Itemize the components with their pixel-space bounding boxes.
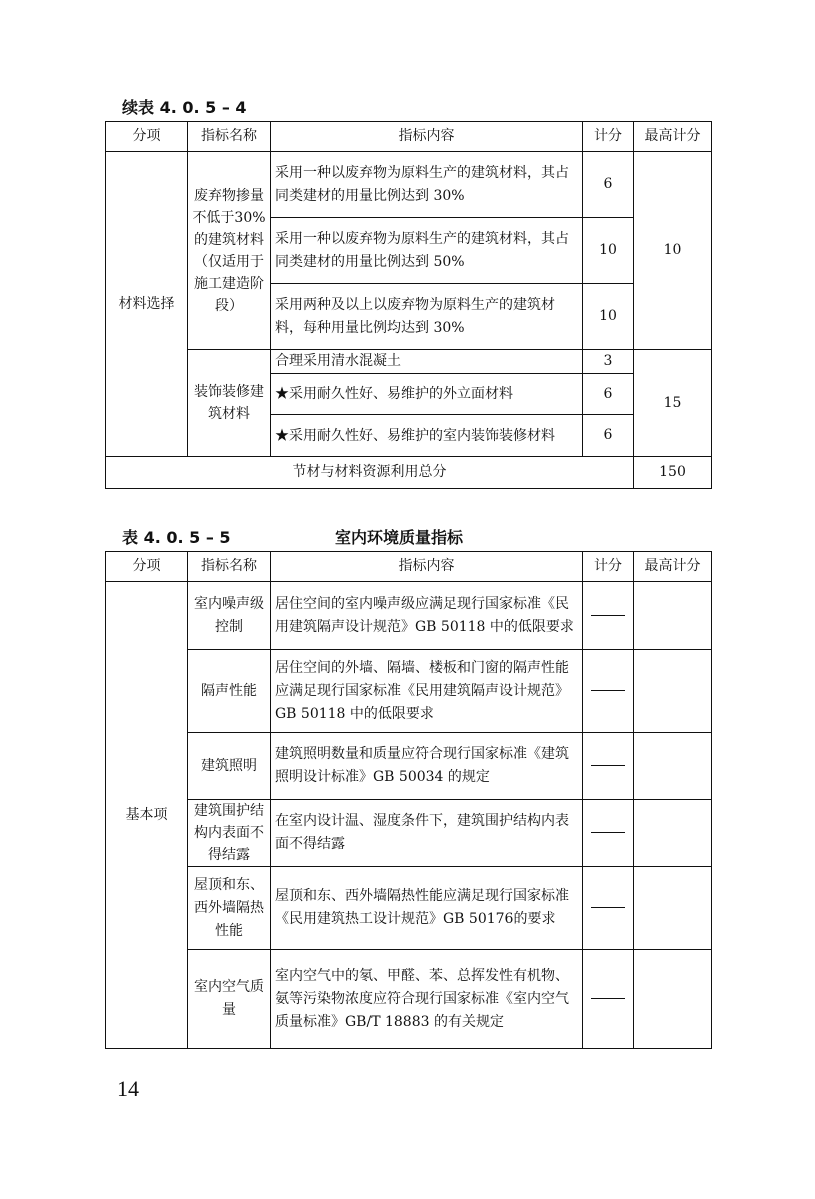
header-indicator-content: 指标内容 — [271, 122, 583, 152]
table-row — [106, 867, 712, 950]
table-4-0-5-5 — [105, 551, 712, 1049]
table-row — [106, 582, 712, 650]
indicator-content-cell: 居住空间的室内噪声级应满足现行国家标准《民用建筑隔声设计规范》GB 50118 中的低限要求 — [271, 582, 583, 650]
table-row — [106, 350, 712, 374]
score-cell: 10 — [583, 284, 634, 350]
score-cell: 6 — [583, 152, 634, 218]
indicator-content-cell: 室内空气中的氡、甲醛、苯、总挥发性有机物、氨等污染物浓度应符合现行国家标准《室内空气质量标准》GB/T 18883 的有关规定 — [271, 950, 583, 1049]
header-max-score: 最高计分 — [634, 122, 712, 152]
header-max-score: 最高计分 — [634, 552, 712, 582]
header-indicator-name: 指标名称 — [188, 122, 271, 152]
indicator-content-cell: 合理采用清水混凝土 — [271, 350, 583, 374]
table-header-row — [106, 552, 712, 582]
indicator-content-cell: ★采用耐久性好、易维护的室内装饰装修材料 — [271, 415, 583, 457]
indicator-name-cell: 建筑围护结构内表面不得结露 — [188, 800, 271, 867]
max-score-cell — [634, 650, 712, 733]
max-score-cell: 15 — [634, 350, 712, 457]
score-cell — [583, 950, 634, 1049]
max-score-cell — [634, 800, 712, 867]
score-cell — [583, 867, 634, 950]
score-cell — [583, 733, 634, 800]
table-row — [106, 950, 712, 1049]
total-label: 节材与材料资源利用总分 — [106, 457, 634, 489]
score-cell — [583, 582, 634, 650]
table2-caption-number: 表 4. 0. 5 – 5 — [122, 528, 231, 547]
table-4-0-5-4 — [105, 121, 712, 489]
category-cell: 基本项 — [106, 582, 188, 1049]
max-score-cell — [634, 733, 712, 800]
indicator-content-cell: 采用两种及以上以废弃物为原料生产的建筑材料，每种用量比例均达到 30% — [271, 284, 583, 350]
indicator-name-cell: 建筑照明 — [188, 733, 271, 800]
total-row — [106, 457, 712, 489]
indicator-content-cell: 采用一种以废弃物为原料生产的建筑材料，其占同类建材的用量比例达到 30% — [271, 152, 583, 218]
category-cell: 材料选择 — [106, 152, 188, 457]
indicator-content-cell: 在室内设计温、湿度条件下，建筑围护结构内表面不得结露 — [271, 800, 583, 867]
score-cell — [583, 650, 634, 733]
dash-mark — [591, 765, 625, 766]
header-category: 分项 — [106, 552, 188, 582]
dash-mark — [591, 615, 625, 616]
indicator-content-cell: 屋顶和东、西外墙隔热性能应满足现行国家标准《民用建筑热工设计规范》GB 50176的要求 — [271, 867, 583, 950]
max-score-cell: 10 — [634, 152, 712, 350]
header-score: 计分 — [583, 552, 634, 582]
indicator-name-cell: 装饰装修建筑材料 — [188, 350, 271, 457]
score-cell — [583, 800, 634, 867]
header-category: 分项 — [106, 122, 188, 152]
header-score: 计分 — [583, 122, 634, 152]
dash-mark — [591, 907, 625, 908]
indicator-content-cell: ★采用耐久性好、易维护的外立面材料 — [271, 374, 583, 415]
score-cell: 6 — [583, 415, 634, 457]
indicator-name-cell: 室内噪声级控制 — [188, 582, 271, 650]
table-row — [106, 650, 712, 733]
score-cell: 3 — [583, 350, 634, 374]
table-row — [106, 800, 712, 867]
indicator-name-cell: 屋顶和东、西外墙隔热性能 — [188, 867, 271, 950]
indicator-name-cell: 隔声性能 — [188, 650, 271, 733]
table1-caption: 续表 4. 0. 5 – 4 — [122, 98, 247, 117]
table-header-row — [106, 122, 712, 152]
max-score-cell — [634, 950, 712, 1049]
indicator-name-cell: 废弃物掺量不低于30%的建筑材料（仅适用于施工建造阶段） — [188, 152, 271, 350]
indicator-content-cell: 建筑照明数量和质量应符合现行国家标准《建筑照明设计标准》GB 50034 的规定 — [271, 733, 583, 800]
header-indicator-name: 指标名称 — [188, 552, 271, 582]
dash-mark — [591, 832, 625, 833]
page-number: 14 — [117, 1076, 139, 1101]
max-score-cell — [634, 867, 712, 950]
table2-caption-title: 室内环境质量指标 — [335, 528, 464, 547]
indicator-content-cell: 采用一种以废弃物为原料生产的建筑材料，其占同类建材的用量比例达到 50% — [271, 218, 583, 284]
indicator-content-cell: 居住空间的外墙、隔墙、楼板和门窗的隔声性能应满足现行国家标准《民用建筑隔声设计规范》GB 50118 中的低限要求 — [271, 650, 583, 733]
max-score-cell — [634, 582, 712, 650]
dash-mark — [591, 998, 625, 999]
dash-mark — [591, 690, 625, 691]
score-cell: 10 — [583, 218, 634, 284]
total-value: 150 — [634, 457, 712, 489]
indicator-name-cell: 室内空气质量 — [188, 950, 271, 1049]
score-cell: 6 — [583, 374, 634, 415]
header-indicator-content: 指标内容 — [271, 552, 583, 582]
table-row — [106, 733, 712, 800]
table-row — [106, 152, 712, 218]
